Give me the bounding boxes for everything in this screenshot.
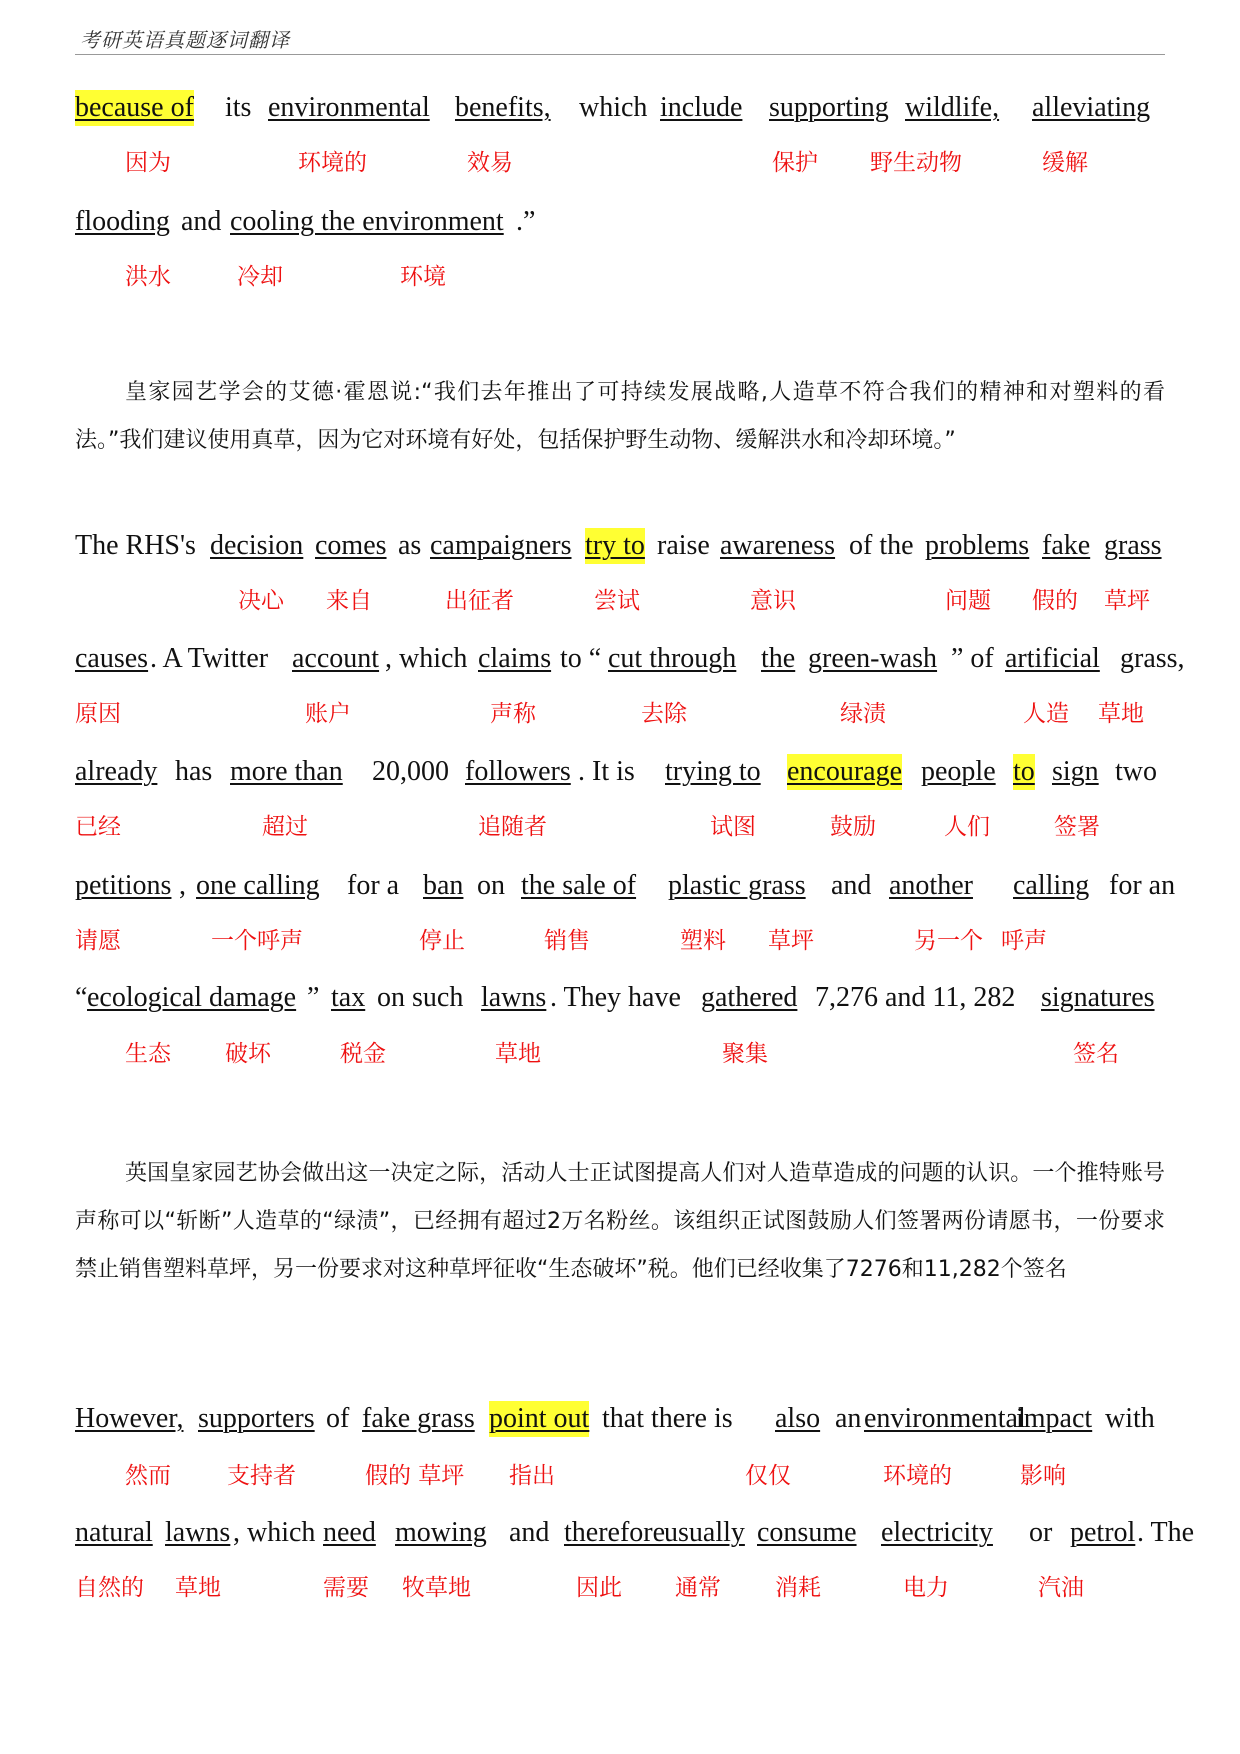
word: benefits, bbox=[455, 92, 551, 123]
gloss: 需要 bbox=[323, 1575, 369, 1601]
gloss: 保护 bbox=[772, 150, 818, 176]
gloss: 塑料 bbox=[680, 928, 726, 954]
word: calling bbox=[1013, 870, 1090, 901]
word: also bbox=[775, 1403, 821, 1434]
word: another bbox=[889, 870, 973, 901]
gloss: 请愿 bbox=[75, 928, 121, 954]
word: with bbox=[1105, 1403, 1155, 1434]
word: claims bbox=[478, 643, 552, 674]
word: environmental bbox=[268, 92, 430, 123]
word: already bbox=[75, 756, 158, 787]
word: ” bbox=[307, 982, 320, 1013]
gloss: 呼声 bbox=[1001, 928, 1047, 954]
gloss: 缓解 bbox=[1042, 150, 1088, 176]
word: for an bbox=[1109, 870, 1176, 901]
word: campaigners bbox=[430, 530, 572, 561]
word: , bbox=[179, 870, 186, 901]
word: ban bbox=[423, 870, 464, 901]
gloss: 假的 草坪 bbox=[365, 1463, 465, 1489]
word: artificial bbox=[1005, 643, 1100, 674]
gloss: 仅仅 bbox=[745, 1463, 791, 1489]
word: encourage bbox=[787, 754, 902, 790]
gloss: 汽油 bbox=[1038, 1575, 1084, 1601]
paragraph-text: 皇家园艺学会的艾德·霍恩说:“我们去年推出了可持续发展战略,人造草不符合我们的精神和对塑料的看法。”我们建议使用真草，因为它对环境有好处，包括保护野生动物、缓解洪水和冷却环境。” bbox=[75, 380, 1165, 453]
word: environmental bbox=[864, 1403, 1026, 1434]
word: fake grass bbox=[362, 1403, 475, 1434]
word: gathered bbox=[701, 982, 798, 1013]
word: . A Twitter bbox=[150, 643, 269, 674]
word: signatures bbox=[1041, 982, 1155, 1013]
gloss-line bbox=[75, 262, 1165, 302]
gloss: 因此 bbox=[576, 1575, 622, 1601]
word: lawns bbox=[165, 1517, 231, 1548]
word: plastic grass bbox=[668, 870, 806, 901]
gloss: 自然的 bbox=[75, 1575, 144, 1601]
word: raise bbox=[657, 530, 710, 561]
word: the bbox=[761, 643, 796, 674]
word: followers bbox=[465, 756, 571, 787]
word: petrol bbox=[1070, 1517, 1136, 1548]
gloss-line bbox=[75, 1461, 1165, 1501]
gloss: 草坪 bbox=[1104, 588, 1150, 614]
english-line bbox=[75, 1515, 1195, 1555]
gloss-line bbox=[75, 1039, 1165, 1079]
gloss: 签署 bbox=[1054, 814, 1100, 840]
gloss: 草地 bbox=[175, 1575, 221, 1601]
word: natural bbox=[75, 1517, 153, 1548]
gloss: 草坪 bbox=[768, 928, 814, 954]
gloss: 影响 bbox=[1020, 1463, 1066, 1489]
word: because of bbox=[75, 90, 194, 126]
gloss: 环境的 bbox=[298, 150, 367, 176]
english-line bbox=[75, 641, 1185, 681]
gloss: 草地 bbox=[495, 1041, 541, 1067]
word: that there is bbox=[602, 1403, 733, 1434]
word: trying to bbox=[665, 756, 761, 787]
word: its bbox=[225, 92, 252, 123]
gloss: 绿渍 bbox=[840, 701, 886, 727]
word: fake bbox=[1042, 530, 1091, 561]
word: and bbox=[181, 206, 222, 237]
gloss: 停止 bbox=[419, 928, 465, 954]
word: green-wash bbox=[808, 643, 938, 674]
word: 20,000 bbox=[372, 756, 449, 787]
word: the sale of bbox=[521, 870, 637, 901]
word: an bbox=[835, 1403, 862, 1434]
gloss-line bbox=[75, 699, 1165, 739]
gloss: 声称 bbox=[490, 701, 536, 727]
word: . They have bbox=[550, 982, 681, 1013]
word: , which bbox=[233, 1517, 316, 1548]
gloss: 然而 bbox=[125, 1463, 171, 1489]
word: mowing bbox=[395, 1517, 487, 1548]
word: alleviating bbox=[1032, 92, 1151, 123]
word: people bbox=[921, 756, 996, 787]
gloss: 效易 bbox=[467, 150, 513, 176]
gloss: 一个呼声 bbox=[211, 928, 303, 954]
gloss: 超过 bbox=[262, 814, 308, 840]
word: has bbox=[175, 756, 213, 787]
word: 7,276 and 11, 282 bbox=[815, 982, 1016, 1013]
gloss: 环境 bbox=[400, 264, 446, 290]
word: petitions bbox=[75, 870, 172, 901]
english-line bbox=[75, 868, 1176, 908]
gloss: 另一个 bbox=[914, 928, 983, 954]
word: tax bbox=[331, 982, 366, 1013]
gloss: 因为 bbox=[125, 150, 171, 176]
gloss-line bbox=[75, 812, 1165, 852]
word: consume bbox=[757, 1517, 857, 1548]
gloss: 账户 bbox=[305, 701, 351, 727]
word: “ bbox=[75, 982, 88, 1013]
chinese-paragraph bbox=[75, 1150, 1165, 1294]
word: , which bbox=[385, 643, 468, 674]
gloss: 支持者 bbox=[227, 1463, 296, 1489]
english-line bbox=[75, 1401, 1165, 1441]
word: ” of bbox=[951, 643, 994, 674]
gloss: 消耗 bbox=[775, 1575, 821, 1601]
header-title: 考研英语真题逐词翻译 bbox=[80, 28, 290, 52]
word: as bbox=[398, 530, 422, 561]
gloss: 人造 bbox=[1023, 701, 1069, 727]
word: point out bbox=[489, 1401, 589, 1437]
word: which bbox=[579, 92, 648, 123]
gloss: 追随者 bbox=[478, 814, 547, 840]
gloss: 牧草地 bbox=[402, 1575, 471, 1601]
word: ecological damage bbox=[87, 982, 297, 1013]
word: comes bbox=[315, 530, 387, 561]
gloss: 鼓励 bbox=[830, 814, 876, 840]
gloss: 电力 bbox=[903, 1575, 949, 1601]
gloss: 来自 bbox=[326, 588, 372, 614]
word: to bbox=[1013, 754, 1035, 790]
english-line bbox=[75, 204, 1165, 244]
word: try to bbox=[585, 528, 645, 564]
word: on bbox=[477, 870, 505, 901]
word: cut through bbox=[608, 643, 737, 674]
word: account bbox=[292, 643, 380, 674]
gloss: 试图 bbox=[710, 814, 756, 840]
word: and bbox=[831, 870, 872, 901]
word: grass, bbox=[1120, 643, 1185, 674]
gloss: 出征者 bbox=[445, 588, 514, 614]
word: supporters bbox=[198, 1403, 315, 1434]
word: of the bbox=[849, 530, 914, 561]
gloss-line bbox=[75, 148, 1165, 188]
word: awareness bbox=[720, 530, 836, 561]
word: two bbox=[1115, 756, 1157, 787]
gloss: 野生动物 bbox=[870, 150, 962, 176]
english-line bbox=[75, 528, 1165, 568]
gloss: 生态 bbox=[125, 1041, 171, 1067]
english-line bbox=[75, 754, 1165, 794]
word: electricity bbox=[881, 1517, 993, 1548]
word: supporting bbox=[769, 92, 889, 123]
gloss: 通常 bbox=[675, 1575, 721, 1601]
word: wildlife, bbox=[905, 92, 1000, 123]
word: .” bbox=[516, 206, 536, 237]
gloss-line bbox=[75, 926, 1165, 966]
word: need bbox=[323, 1517, 376, 1548]
gloss: 草地 bbox=[1098, 701, 1144, 727]
gloss: 去除 bbox=[641, 701, 687, 727]
gloss: 签名 bbox=[1073, 1041, 1119, 1067]
word: for a bbox=[347, 870, 400, 901]
gloss-line bbox=[75, 586, 1165, 626]
word: lawns bbox=[481, 982, 547, 1013]
word: However, bbox=[75, 1403, 184, 1434]
gloss: 假的 bbox=[1032, 588, 1078, 614]
word: The RHS's bbox=[75, 530, 196, 561]
word: sign bbox=[1052, 756, 1099, 787]
gloss: 人们 bbox=[944, 814, 990, 840]
word: one calling bbox=[196, 870, 320, 901]
word: usually bbox=[664, 1517, 745, 1548]
gloss: 销售 bbox=[544, 928, 590, 954]
english-line bbox=[75, 90, 1165, 130]
gloss: 决心 bbox=[238, 588, 284, 614]
gloss: 聚集 bbox=[722, 1041, 768, 1067]
english-line bbox=[75, 980, 1165, 1020]
word: include bbox=[660, 92, 743, 123]
word: or bbox=[1029, 1517, 1053, 1548]
word: of bbox=[326, 1403, 350, 1434]
gloss: 破坏 bbox=[225, 1041, 271, 1067]
word: to “ bbox=[560, 643, 602, 674]
word: decision bbox=[210, 530, 304, 561]
gloss: 洪水 bbox=[125, 264, 171, 290]
word: and bbox=[509, 1517, 550, 1548]
gloss: 原因 bbox=[75, 701, 121, 727]
header-rule bbox=[75, 54, 1165, 55]
word: grass bbox=[1104, 530, 1162, 561]
gloss: 尝试 bbox=[594, 588, 640, 614]
word: . The bbox=[1137, 1517, 1195, 1548]
word: on such bbox=[377, 982, 464, 1013]
word: . It is bbox=[578, 756, 635, 787]
word: causes bbox=[75, 643, 149, 674]
gloss: 意识 bbox=[750, 588, 796, 614]
word: problems bbox=[925, 530, 1030, 561]
gloss: 税金 bbox=[340, 1041, 386, 1067]
word: more than bbox=[230, 756, 343, 787]
gloss: 已经 bbox=[75, 814, 121, 840]
gloss: 问题 bbox=[945, 588, 991, 614]
word: impact bbox=[1016, 1403, 1093, 1434]
paragraph-text: 英国皇家园艺协会做出这一决定之际，活动人士正试图提高人们对人造草造成的问题的认识。一个推特账号声称可以“斩断”人造草的“绿渍”，已经拥有超过2万名粉丝。该组织正试图鼓励人们签署两份请愿书，一份要求禁止销售塑料草坪，另一份要求对这种草坪征收“生态破坏”税。他们已经收集了7276和11,282个签名 bbox=[75, 1161, 1165, 1282]
gloss: 冷却 bbox=[237, 264, 283, 290]
gloss-line bbox=[75, 1573, 1165, 1613]
word: therefore bbox=[564, 1517, 666, 1548]
gloss: 指出 bbox=[509, 1463, 555, 1489]
word: flooding bbox=[75, 206, 170, 237]
gloss: 环境的 bbox=[883, 1463, 952, 1489]
word: cooling the environment bbox=[230, 206, 504, 237]
chinese-paragraph bbox=[75, 369, 1165, 465]
